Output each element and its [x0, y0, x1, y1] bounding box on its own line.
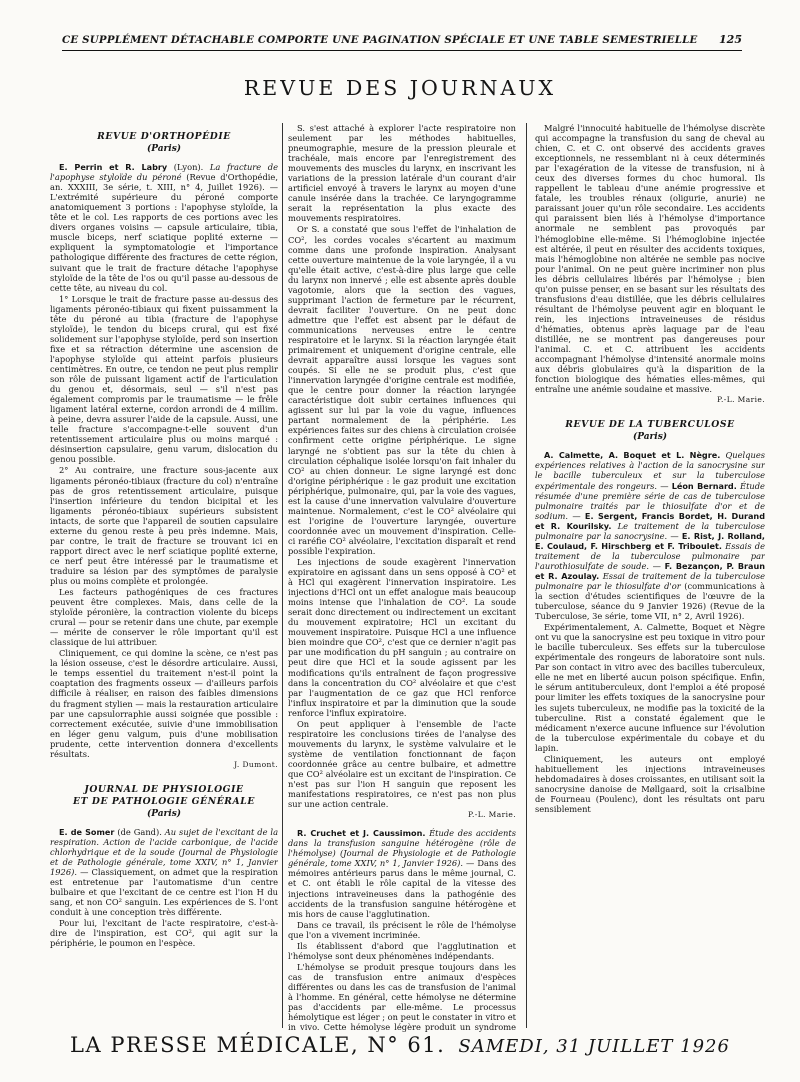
article-authors: R. Cruchet et J. Caussimon.	[297, 828, 426, 839]
author-city: (Lyon).	[173, 162, 204, 173]
paragraph: Malgré l'innocuité habituelle de l'hémolyse discrète qui accompagne la transfusion du sang de cheval au chien, C. et C. ont observé des accidents graves exceptionnels, ne ressemblant ni à ceux déterminés par l'exagération de la vitesse de transfusion, ni à ceux des diverses formes du choc humoral. Ils rappellent le tableau d'une anémie progressive et fatale, les troubles rénaux (oligurie, anurie) ne paraissant jouer qu'un rôle secondaire. Les accidents qui paraissent bien liés à l'hémolyse d'importance anormale ne semblent pas provoqués par l'hémoglobine elle-même. Si l'hémoglobine injectée est altérée, il peut en résulter des accidents toxiques, mais l'hémoglobine non altérée ne semble pas nocive pour l'animal. On ne peut guère incriminer non plus les débris cellulaires libérés par l'hémolyse ; bien qu'on puisse penser, en se basant sur les résultats des transfusions d'eau distillée, que les débris cellulaires résultant de l'hémolyse peuvent agir en bloquant le rein, les injections intraveineuses de résidus d'hématies, obtenus après laquage par de l'eau distillée, ne se montrent pas dangereuses pour l'animal. C. et C. attribuent les accidents accompagnant l'hémolyse d'intensité anormale moins aux débris globulaires qu'à la disparition de la fonction biologique des hématies elles-mêmes, qui entraîne une anémie soudaine et massive.	[535, 123, 765, 395]
paragraph: Expérimentalement, A. Calmette, Boquet et Nègre ont vu que la sanocrysine est peu toxique in vitro pour le bacille tuberculeux. Ses effets sur la tuberculose expérimentale des rongeurs de laboratoire sont nuls. Par son contact in vitro avec des bacilles tuberculeux, elle ne met en liberté aucun poison spécifique. Enfin, le sérum antituberculeux, dont l'emploi a été proposé pour limiter les effets toxiques de la sanocrysine pour les sujets tuberculeux, ne modifie pas la toxicité de la tuberculine. Rist a constaté également que le médicament n'exerce aucune influence sur l'évolution de la tuberculose expérimentale du cobaye et du lapin.	[535, 622, 765, 753]
article-title: Essais de traitement de la tuberculose pulmonaire par l'aurothiosulfate de soude.	[535, 540, 765, 571]
section-heading-tuberculose: REVUE DE LA TUBERCULOSE	[565, 419, 735, 431]
paragraph: Cliniquement, ce qui domine la scène, ce n'est pas la lésion osseuse, c'est le désordre articulaire. Aussi, le temps essentiel du traitement n'est-il point la coaptation des fragments osseux — d'ailleurs parfois difficile à réaliser, en raison des faibles dimensions du fragment stylien — mais la restauration articulaire par une capsulorraphie aussi soignée que possible : correctement exécutée, suivie d'une immobilisation en léger genu valgum, puis d'une mobilisation prudente, cette intervention donnera d'excellents résultats.	[50, 648, 278, 759]
paragraph: Dans ce travail, ils précisent le rôle de l'hémolyse que l'on a vivement incriminée.	[288, 919, 516, 940]
paragraph: Pour lui, l'excitant de l'acte respiratoire, c'est-à-dire de l'inspiration, est CO², qui agit sur la périphérie, le poumon en l'espèce.	[50, 918, 278, 949]
section-heading-orthopedie: REVUE D'ORTHOPÉDIE	[97, 131, 231, 142]
paragraph: 2° Au contraire, une fracture sous-jacente aux ligaments péronéo-tibiaux (fracture du col) n'entraîne pas de gros retentissement articulaire, puisque l'insertion inférieure du tendon bicipital et les ligaments péronéo-tibiaux supérieurs subsistent intacts, de sorte que l'appareil de soutien capsulaire externe du genou reste à peu près indemne. Mais, par contre, le trait de fracture se trouvant ici en rapport direct avec le nerf sciatique poplité externe, ce nerf peut être intéressé par le traumatisme et traduire sa lésion par des symptômes de paralysie plus ou moins complète et prolongée.	[50, 465, 278, 586]
article-text: — L'extrémité supérieure du péroné comporte anatomiquement 3 portions : l'apophyse styloïde, la tête et le col. Les rapports de ces portions avec les divers organes voisins — capsule articulaire, tibia, muscle biceps, nerf sciatique poplité externe — expliquent la symptomatologie et l'importance pathologique différente des fractures de cette région, suivant que le trait de fracture détache l'apophyse styloïde de la tête de l'os ou qu'il passe au-dessous de cette tête, au niveau du col.	[50, 182, 278, 293]
article-authors: F. Bezançon, P. Braun et R. Azoulay.	[535, 560, 765, 581]
column-rule	[526, 123, 527, 1028]
section-place: (Paris)	[632, 432, 668, 443]
article-title: Le traitement de la tuberculose pulmonaire par la sanocrysine.	[535, 520, 765, 541]
column-rule	[282, 123, 283, 1028]
paragraph: Or S. a constaté que sous l'effet de l'inhalation de CO², les cordes vocales s'écartent au maximum comme dans une profonde inspiration. Analysant cette ouverture maintenue de la voie laryngée, il a vu qu'elle était active, c'est-à-dire plus large que celle du larynx non innervé ; elle est absente après double vagotomie, alors que la section des vagues, supprimant l'action de fermeture par le récurrent, devrait faciliter l'ouverture. On ne peut donc admettre que l'effet est absent par le défaut de communications nerveuses entre le centre respiratoire et le larynx. Si la réaction laryngée était primairement et uniquement d'origine centrale, elle devrait apparaître aussi lorsque les vagues sont coupés. Si elle ne se produit plus, c'est que l'innervation laryngée d'origine centrale est modifiée, que le centre pour donner la réaction laryngée caractéristique doit subir certaines influences qui agissent sur lui par la voie du vague, influences partant normalement de la périphérie. Les expériences faites sur des chiens à circulation croisée confirment cette origine périphérique. Le signe laryngé ne s'obtient pas sur la tête du chien à circulation céphalique isolée lorsqu'on fait inhaler du CO² au chien donneur. Le signe laryngé est donc d'origine périphérique : le gaz produit une excitation périphérique, pulmonaire, qui, par la voie des vagues, est la cause d'une innervation valvulaire d'ouverture maintenue. Normalement, c'est le CO² alvéolaire qui est l'origine de l'ouverture laryngée, ouverture coordonnée avec un mouvement d'inspiration. Celle-ci raréfie CO² alvéolaire, l'excitation disparaît et rend possible l'expiration.	[288, 224, 516, 556]
paragraph: Les facteurs pathogéniques de ces fractures peuvent être complexes. Mais, dans celle de la styloïde péronière, la contraction violente du biceps crural — pour se retenir dans une chute, par exemple — mérite de conserver le rôle important qu'il est classique de lui attribuer.	[50, 587, 278, 648]
article-authors: Léon Bernard.	[671, 480, 737, 491]
article-title: Étude des accidents dans la transfusion sanguine hétérogène (rôle de l'hémolyse)	[288, 828, 516, 859]
article-title: Au sujet de l'excitant de la respiration. Action de l'acide carbonique, de l'acide chlorhydrique et de la soude	[50, 826, 278, 857]
issue-date: SAMEDI, 31 JUILLET 1926	[458, 1036, 730, 1057]
article-title: Quelques expériences relatives à l'action de la sanocrysine sur le bacille tuberculeux et sur la tuberculose expérimentale des rongeurs.	[535, 450, 765, 491]
reviewer-signature: P.-L. Marie.	[717, 395, 765, 405]
article-authors: E. Perrin et R. Labry	[59, 162, 168, 173]
paragraph: 1° Lorsque le trait de fracture passe au-dessus des ligaments péronéo-tibiaux qui fixent puissamment la tête du péroné au tibia (fracture de l'apophyse styloïde), le tendon du biceps crural, qui est fixé solidement sur l'apophyse styloïde, perd son insertion fixe et sa rétraction détermine une ascension de l'apophyse styloïde qui atteint parfois plusieurs centimètres. En outre, ce tendon ne peut plus remplir son rôle de puissant ligament actif de l'articulation du genou et, désormais, seul — s'il n'est pas également compromis par le traumatisme — le frêle ligament latéral externe, cordon arrondi de 4 millim. à peine, devra assurer l'aide de la capsule. Aussi, une telle fracture s'accompagne-t-elle souvent d'un retentissement articulaire plus ou moins marqué : désinsertion capsulaire, genu varum, dislocation du genou possible.	[50, 293, 278, 465]
paragraph: L'hémolyse se produit presque toujours dans les cas de transfusion entre animaux d'espèces différentes ou dans les cas de transfusion de l'animal à l'homme. En général, cette hémolyse ne détermine pas d'accidents par elle-même. Le processus hémolytique est léger ; on peut le constater in vitro et in vivo. Cette hémolyse légère produit un syndrome	[288, 961, 516, 1033]
article-reference: (Journal de Physiologie et de Pathologie générale, tome XXIV, n° 1, Janvier 1926).	[288, 848, 516, 869]
article-reference: (Journal de Physiologie et de Pathologie générale, tome XXIV, n° 1, Janvier 1926).	[50, 847, 278, 878]
article-title: Étude résumée d'une première série de cas de tuberculose pulmonaire traités par le thiosulfate d'or et de sodium.	[535, 480, 765, 521]
article-reference: (Revue d'Orthopédie, an. XXXIII, 3e série, t. XIII, n° 4, Juillet 1926).	[50, 172, 278, 193]
masthead-title: REVUE DES JOURNAUX	[243, 76, 557, 100]
article-tuberculose-intro: A. Calmette, A. Boquet et L. Nègre. Quelques expériences relatives à l'action de la sanocrysine sur le bacille tuberculeux et sur la tuberculose expérimentale des rongeurs. — Léon Bernard. Étude résumée d'une première série de cas de tuberculose pulmonaire traités par le thiosulfate d'or et de sodium. — E. Sergent, Francis Bordet, H. Durand et R. Kourilsky. Le traitement de la tuberculose pulmonaire par la sanocrysine. — E. Rist, J. Rolland, E. Coulaud, F. Hirschberg et F. Triboulet. Essais de traitement de la tuberculose pulmonaire par l'aurothiosulfate de soude. — F. Bezançon, P. Braun et R. Azoulay. Essai de traitement de la tuberculose pulmonaire par le thiosulfate d'or (communications à la section d'études scientifiques de l'œuvre de la tuberculose, séance du 9 Janvier 1926) (Revue de la Tuberculose, 3e série, tome VII, n° 2, Avril 1926).	[535, 450, 765, 622]
paragraph: S. s'est attaché à explorer l'acte respiratoire non seulement par les méthodes habituelles, pneumographie, mesure de la pression pleurale et trachéale, mais encore par l'enregistrement des mouvements des muscles du larynx, en inscrivant les variations de la pression latérale d'un courant d'air artificiel envoyé à travers le larynx au moyen d'une canule insérée dans la trachée. Ce laryngogramme serait la représentation la plus exacte des mouvements respiratoires.	[288, 123, 516, 224]
article-somer-intro	[50, 827, 278, 917]
column-right	[535, 123, 765, 1033]
article-title: La fracture de l'apophyse styloïde du péroné	[50, 162, 278, 183]
article-cruchet-intro	[288, 828, 516, 918]
supplement-notice: CE SUPPLÉMENT DÉTACHABLE COMPORTE UNE PAGINATION SPÉCIALE ET UNE TABLE SEMESTRIELLE	[62, 34, 698, 46]
article-reference: (communications à la section d'études scientifiques de l'œuvre de la tuberculose, séance du 9 Janvier 1926) (Revue de la Tuberculose, 3e série, tome VII, n° 2, Avril 1926).	[535, 580, 765, 622]
article-authors: E. de Somer	[59, 826, 115, 837]
page-number: 125	[719, 33, 742, 46]
top-strip	[62, 34, 742, 51]
reviewer-signature: J. Dumont.	[234, 759, 278, 769]
paragraph: Les injections de soude exagèrent l'innervation expiratoire en agissant dans un sens opposé à CO² et à HCl qui exagèrent l'innervation inspiratoire. Les injections d'HCl ont un effet analogue mais beaucoup moins intense que l'inhalation de CO². La soude serait donc directement ou indirectement un excitant du mouvement expiratoire; HCl un excitant du mouvement inspiratoire. Puisque HCl a une influence bien moindre que CO², c'est que ce dernier n'agit pas par une modification du pH sanguin ; au contraire on peut dire que HCl et la soude agissent par les modifications qu'ils entraînent de façon progressive dans la concentration du CO² alvéolaire et que c'est par l'augmentation de ce gaz que HCl renforce l'influx inspiratoire et par la diminution que la soude renforce l'influx expiratoire.	[288, 557, 516, 718]
article-text: — Dans des mémoires antérieurs parus dans le même journal, C. et C. ont établi le rôle capital de la vitesse des injections intraveineuses dans la pathogénie des accidents de la transfusion sanguine hétérogène et mis hors de cause l'agglutination.	[288, 858, 516, 919]
paragraph: On peut appliquer à l'ensemble de l'acte respiratoire les conclusions tirées de l'analyse des mouvements du larynx, le système valvulaire et le système de ventilation fonctionnant de façon coordonnée grâce au centre bulbaire, et admettre que CO² alvéolaire est un excitant de l'inspiration. Ce n'est pas sur l'ion H sanguin que reposent les manifestations respiratoires, ce n'est pas non plus sur une action centrale.	[288, 718, 516, 810]
article-title: Essai de traitement de la tuberculose pulmonaire par le thiosulfate d'or	[535, 570, 765, 591]
paragraph: Cliniquement, les auteurs ont employé habituellement les injections intraveineuses hebdomadaires à doses croissantes, en utilisant soit la sanocrysine danoise de Møllgaard, soit la crisalbine de Fourneau (Poulenc), dont les résultats ont paru sensiblement	[535, 753, 765, 814]
author-city: (de Gand).	[117, 826, 162, 837]
section-heading-pathologie: ET DE PATHOLOGIE GÉNÉRALE	[73, 795, 255, 807]
journal-name: LA PRESSE MÉDICALE, N° 61.	[70, 1033, 446, 1057]
article-authors: E. Rist, J. Rolland, E. Coulaud, F. Hirschberg et F. Triboulet.	[535, 530, 765, 551]
article-text: — Classiquement, on admet que la respiration est entretenue par l'automatisme d'un centre bulbaire et que l'excitant de ce centre est l'ion H du sang, et non CO² sanguin. Les expériences de S. l'ont conduit à une conception très différente.	[50, 867, 278, 918]
article-authors: E. Sergent, Francis Bordet, H. Durand et R. Kourilsky.	[535, 510, 765, 531]
column-middle	[288, 123, 516, 1033]
paragraph: Ils établissent d'abord que l'agglutination et l'hémolyse sont deux phénomènes indépendants.	[288, 940, 516, 961]
footer-line	[0, 1033, 800, 1057]
column-left	[50, 123, 278, 1033]
section-heading-physiologie: JOURNAL DE PHYSIOLOGIE	[84, 783, 244, 795]
article-authors: A. Calmette, A. Boquet et L. Nègre.	[544, 450, 721, 461]
reviewer-signature: P.-L. Marie.	[468, 810, 516, 820]
section-place: (Paris)	[146, 144, 182, 154]
section-place: (Paris)	[146, 808, 182, 819]
article-ortho-intro	[50, 162, 278, 293]
